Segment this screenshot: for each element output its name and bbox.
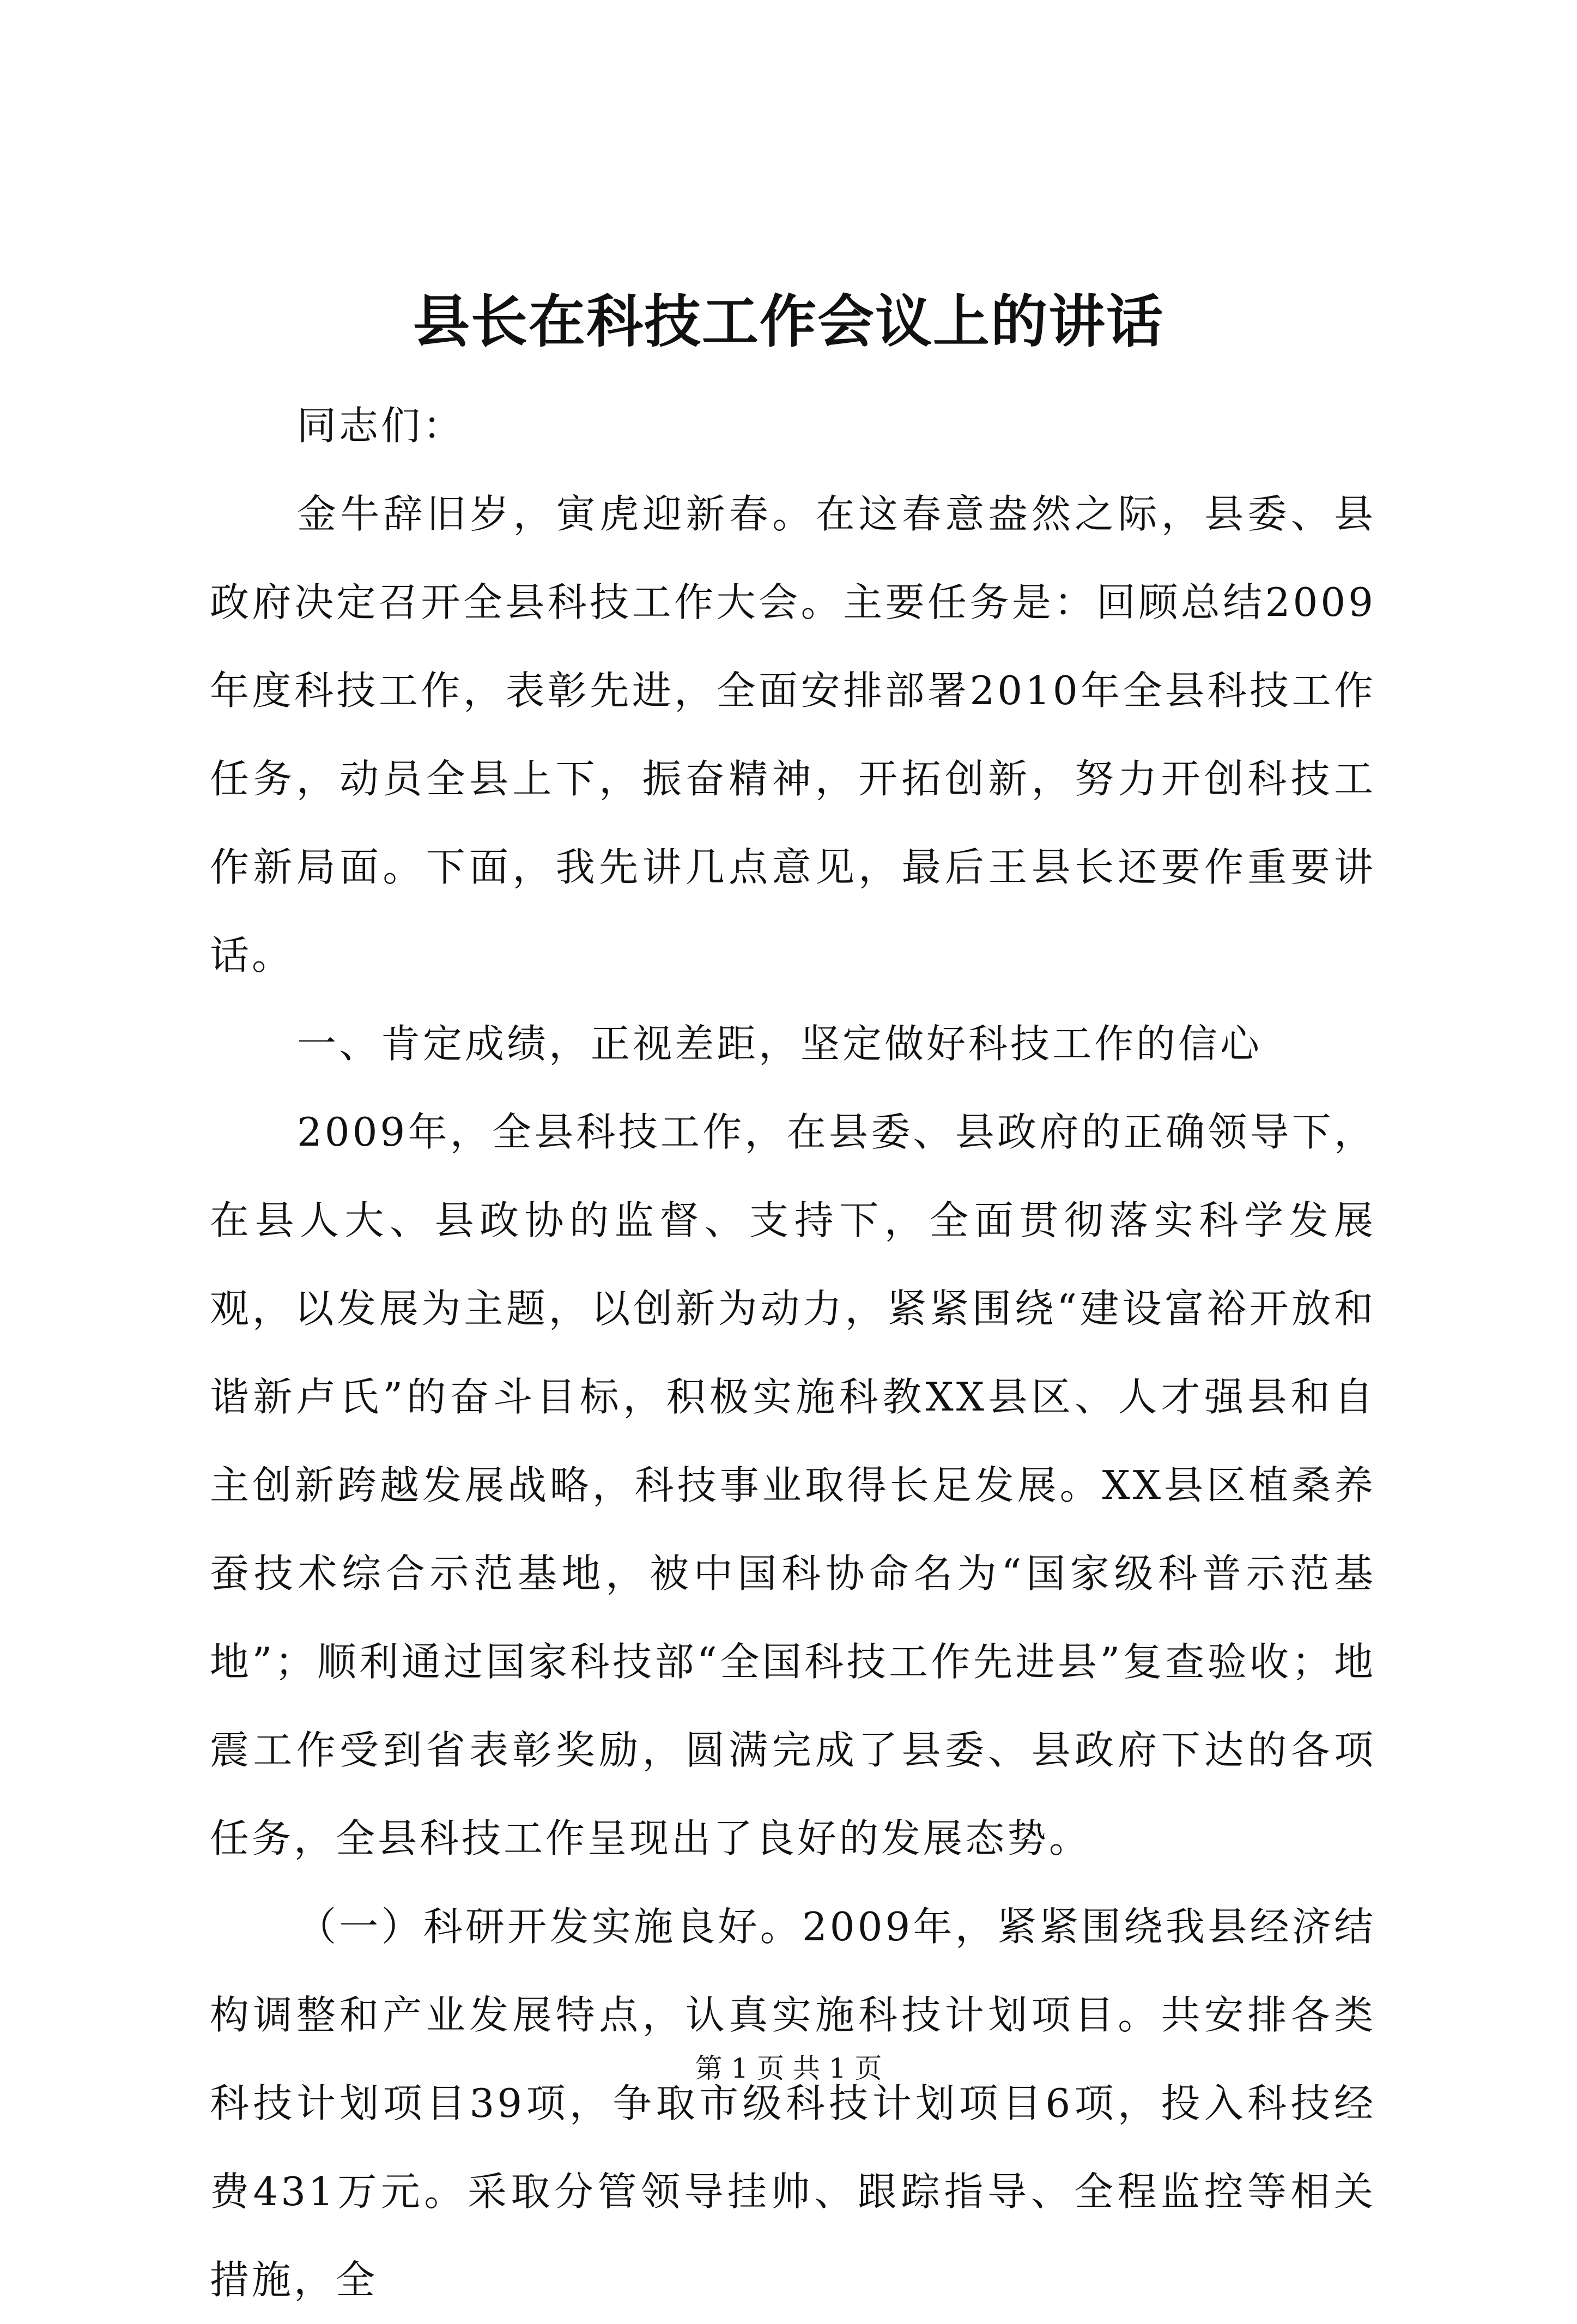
page-footer: 第 1 页 共 1 页 <box>695 2053 882 2084</box>
document-body <box>210 382 1376 2324</box>
paragraph-2009-summary: 2009年，全县科技工作，在县委、县政府的正确领导下，在县人大、县政协的监督、支持下，全面贯彻落实科学发展观，以发展为主题，以创新为动力，紧紧围绕“建设富裕开放和谐新卢氏”的奋斗目标，积极实施科教XX县区、人才强县和自主创新跨越发展战略，科技事业取得长足发展。XX县区植桑养蚕技术综合示范基地，被中国科协命名为“国家级科普示范基地”；顺利通过国家科技部“全国科技工作先进县”复查验收；地震工作受到省表彰奖励，圆满完成了县委、县政府下达的各项任务，全县科技工作呈现出了良好的发展态势。 <box>210 1109 1376 1861</box>
section-heading-1: 一、肯定成绩，正视差距，坚定做好科技工作的信心 <box>297 1021 1263 1067</box>
document-title: 县长在科技工作会议上的讲话 <box>413 288 1164 355</box>
paragraph-research: （一）科研开发实施良好。2009年，紧紧围绕我县经济结构调整和产业发展特点，认真实施科技计划项目。共安排各类科技计划项目39项，争取市级科技计划项目6项，投入科技经费431万元。采取分管领导挂帅、跟踪指导、全程监控等相关措施，全 <box>210 1904 1376 2303</box>
paragraph-intro: 金牛辞旧岁，寅虎迎新春。在这春意盎然之际，县委、县政府决定召开全县科技工作大会。主要任务是：回顾总结2009年度科技工作，表彰先进，全面安排部署2010年全县科技工作任务，动员全县上下，振奋精神，开拓创新，努力开创科技工作新局面。下面，我先讲几点意见，最后王县长还要作重要讲话。 <box>210 491 1376 978</box>
salutation: 同志们： <box>297 403 465 449</box>
